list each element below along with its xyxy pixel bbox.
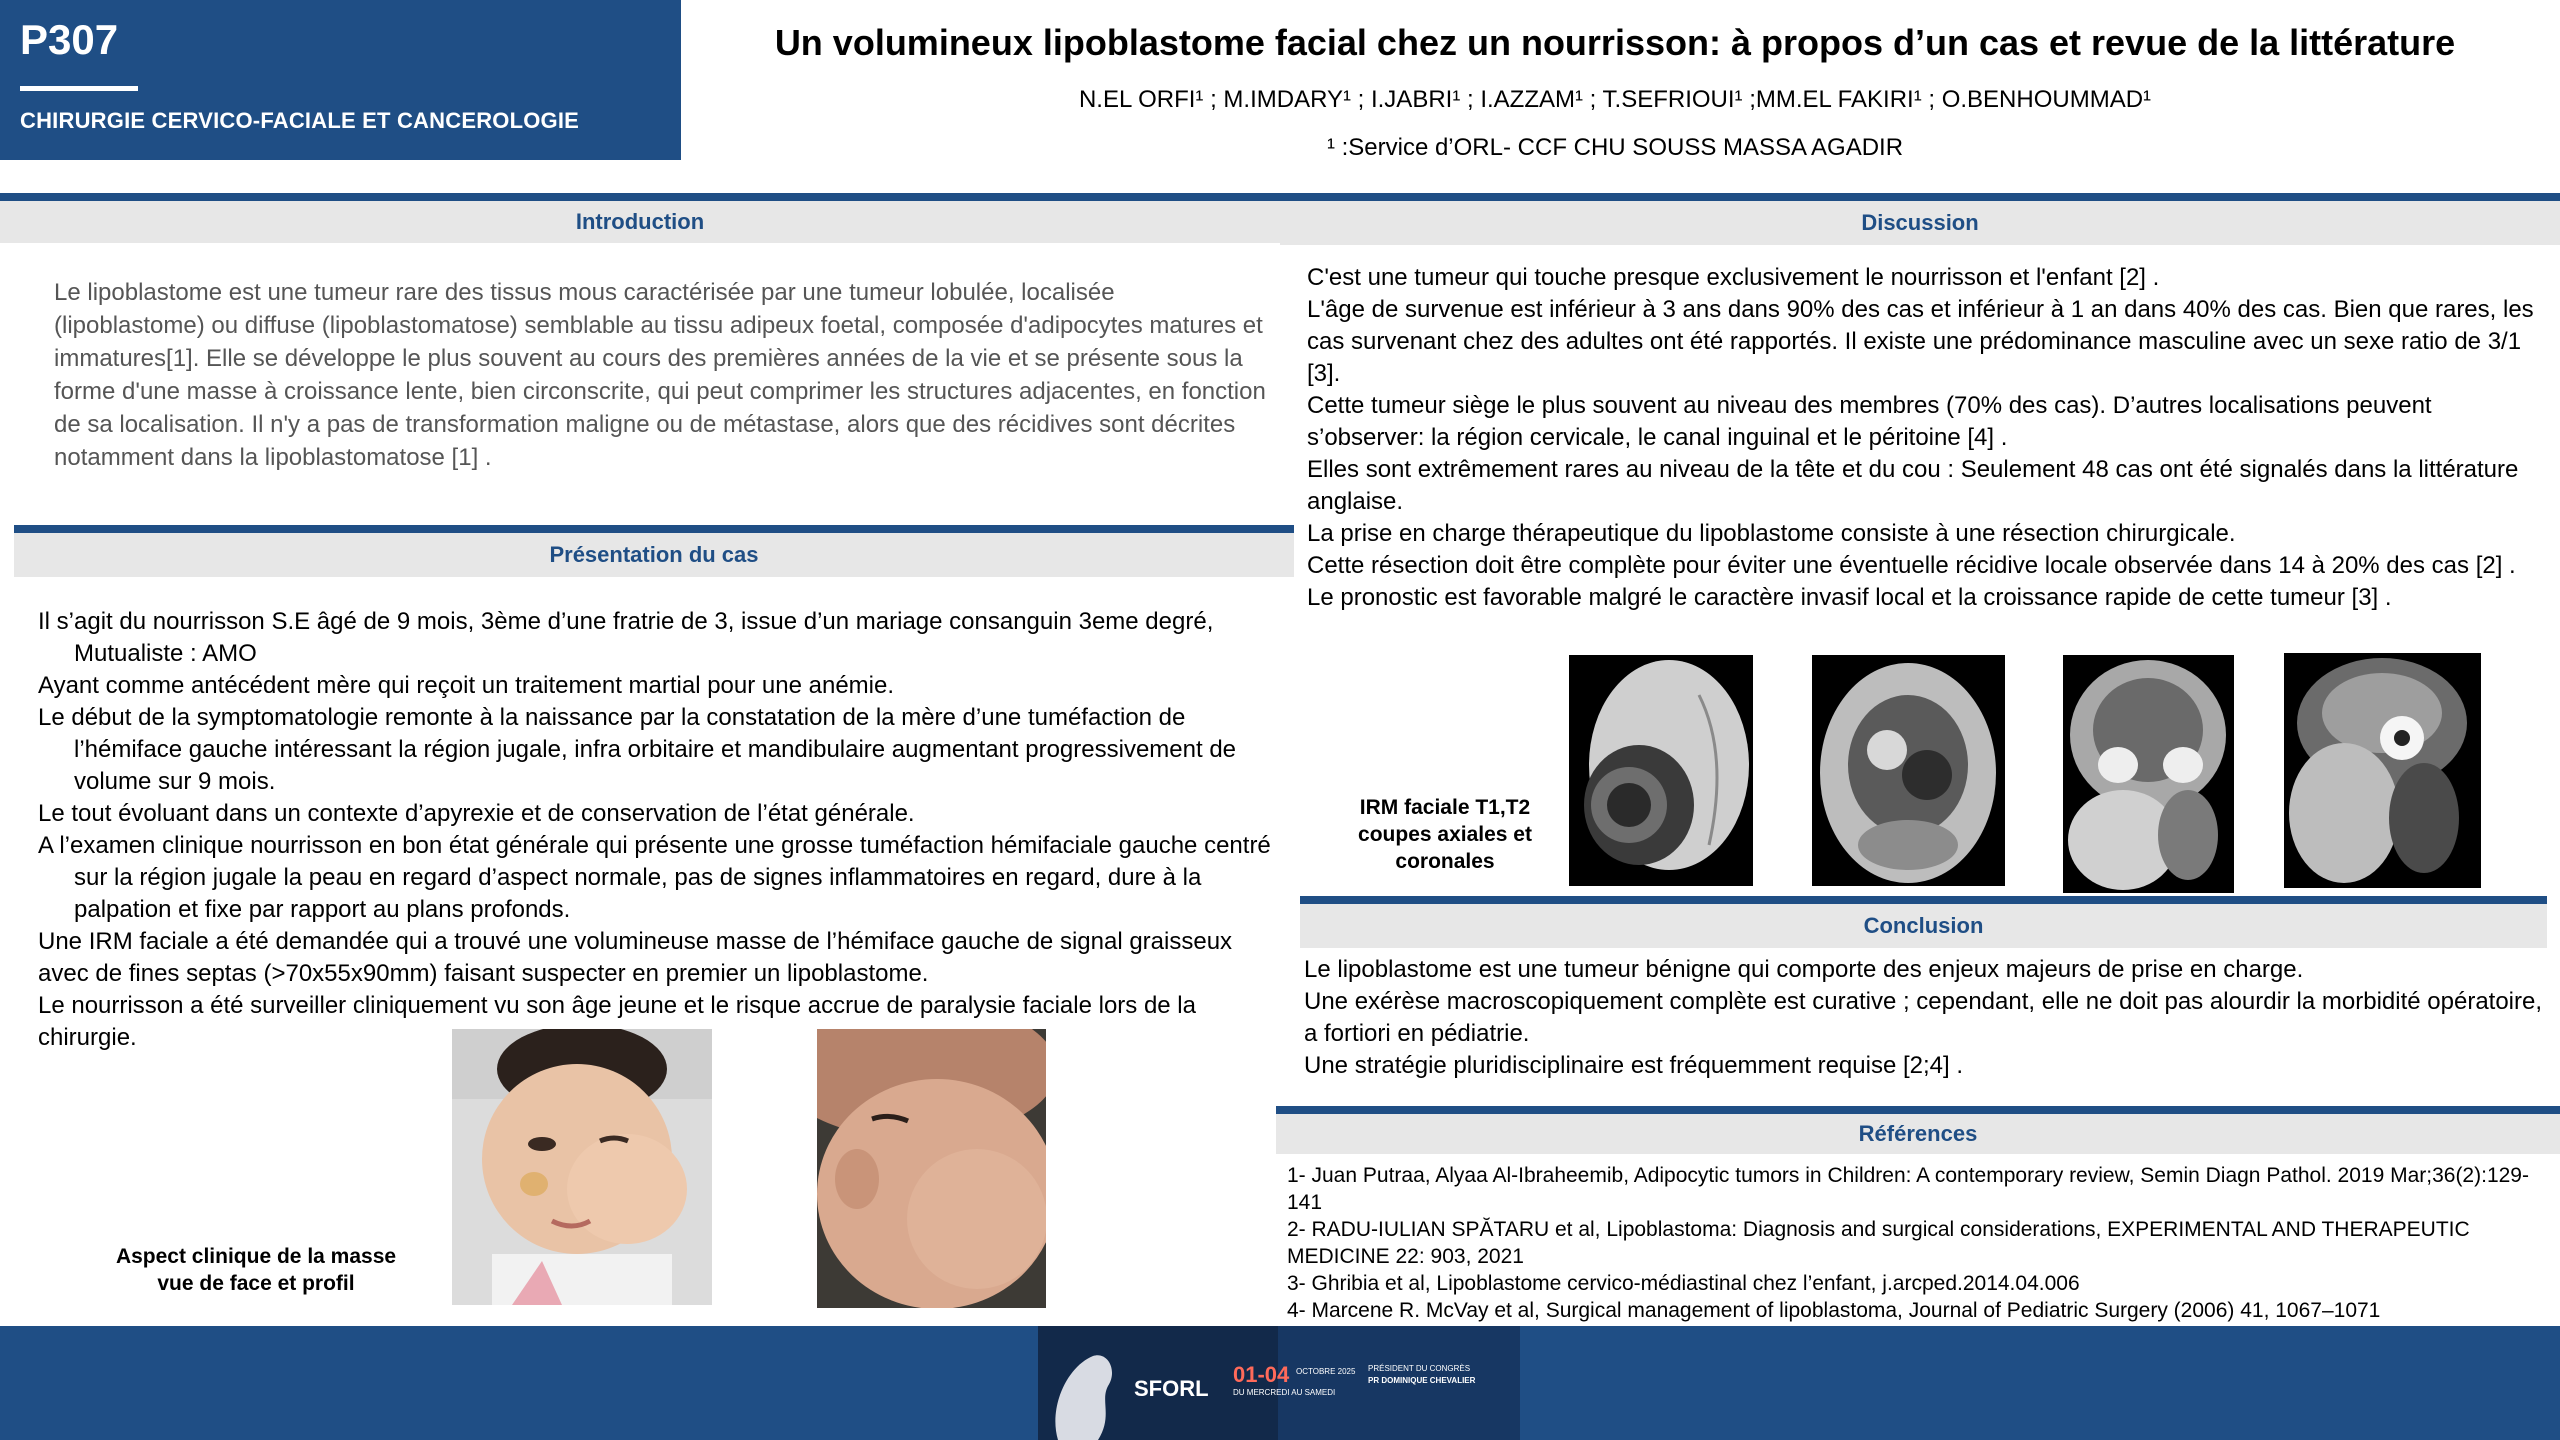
poster-code: P307 [20,16,119,63]
case-paragraph: Ayant comme antécédent mère qui reçoit un traitement martial pour une anémie. [38,672,895,699]
congress-days: DU MERCREDI AU SAMEDI [1233,1388,1336,1397]
discussion-line: Elles sont extrêmement rares au niveau de la tête et du cou : Seulement 48 cas ont été signalés dans la littérature anglaise. [1307,456,2519,515]
discussion-line: L'âge de survenue est inférieur à 3 ans dans 90% des cas et inférieur à 1 an dans 40% des cas. Bien que rares, les cas survenant chez des adultes ont été rapportés. Il existe une prédominance masculine avec un sexe ratio de 3/1 [3]. [1307,296,2534,387]
case-paragraph: Une IRM faciale a été demandée qui a trouvé une volumineuse masse de l’hémiface gauche de signal graisseux avec de fines septas (>70x55x90mm) faisant suspecter en premier un lipoblastome. [38,928,1233,987]
references-list [1287,1162,2547,1324]
congress-logo: SFORL [1134,1376,1209,1401]
mri-image-axial-t2 [1812,655,2005,886]
case-paragraph: Le début de la symptomatologie remonte à la naissance par la constatation de la mère d’une tuméfaction de l’hémiface gauche intéressant la région jugale, infra orbitaire et mandibulaire augmentant progressivement de volume sur 9 mois. [38,704,1237,795]
discussion-heading: Discussion [1280,193,2560,245]
clinical-photo-profile [817,1029,1046,1308]
discussion-line: C'est une tumeur qui touche presque exclusivement le nourrisson et l'enfant [2] . [1307,264,2160,291]
mri-caption-line: coupes axiales et [1358,823,1532,846]
case-paragraph: Il s’agit du nourrisson S.E âgé de 9 mois, 3ème d’une fratrie de 3, issue d’un mariage consanguin 3eme degré, Mutualiste : AMO [38,608,1214,667]
case-paragraph: Le tout évoluant dans un contexte d’apyrexie et de conservation de l’état générale. [38,800,915,827]
president-label: PRÉSIDENT DU CONGRÈS [1368,1364,1471,1373]
badge-divider [20,86,138,91]
discussion-text [1307,262,2545,614]
introduction-heading: Introduction [0,193,1280,243]
mri-image-coronal-t1 [2063,655,2234,893]
photo-caption-line: vue de face et profil [157,1272,355,1295]
congress-dates: 01-04 [1233,1362,1290,1387]
mri-image-axial-t1 [1569,655,1753,886]
case-text [38,606,1278,1054]
conclusion-heading: Conclusion [1300,896,2547,948]
references-heading: Références [1276,1106,2560,1154]
mri-image-coronal-t2 [2284,653,2481,888]
conclusion-line: Le lipoblastome est une tumeur bénigne qui comporte des enjeux majeurs de prise en charge. [1304,956,2304,983]
case-heading: Présentation du cas [14,525,1294,577]
congress-month: OCTOBRE 2025 [1296,1367,1356,1376]
congress-banner [1038,1326,1520,1440]
conclusion-text [1304,954,2544,1082]
discussion-line: La prise en charge thérapeutique du lipoblastome consiste à une résection chirurgicale. [1307,520,2236,547]
introduction-text: Le lipoblastome est une tumeur rare des tissus mous caractérisée par une tumeur lobulée, localisée (lipoblastome) ou diffuse (lipoblastomatose) semblable au tissu adipeux foetal, composée d'adipocytes matures et immatures[1]. Elle se développe le plus souvent au cours des premières années de la vie et se présente sous la forme d'une masse à croissance lente, bien circonscrite, qui peut comprimer les structures adjacentes, en fonction de sa localisation. Il n'y a pas de transformation maligne ou de métastase, alors que des récidives sont décrites notamment dans la lipoblastomatose [1] . [54,279,1266,471]
clinical-photo-front [452,1029,712,1305]
mri-caption-line: IRM faciale T1,T2 [1359,796,1531,819]
discussion-line: Cette résection doit être complète pour éviter une éventuelle récidive locale observée dans 14 à 20% des cas [2] . [1307,552,2516,579]
case-paragraph: Le nourrisson a été surveiller cliniquement vu son âge jeune et le risque accrue de paralysie faciale lors de la chirurgie. [38,992,1196,1051]
discussion-line: Le pronostic est favorable malgré le caractère invasif local et la croissance rapide de cette tumeur [3] . [1307,584,2392,611]
reference-item: 2- RADU-IULIAN SPĂTARU et al, Lipoblastoma: Diagnosis and surgical considerations, EXPERIMENTAL AND THERAPEUTIC MEDICINE 22: 903, 2021 [1287,1218,2470,1268]
discussion-line: Cette tumeur siège le plus souvent au niveau des membres (70% des cas). D’autres localisations peuvent s’observer: la région cervicale, le canal inguinal et le péritoine [4] . [1307,392,2432,451]
affiliation: ¹ :Service d’ORL- CCF CHU SOUSS MASSA AGADIR [1326,134,1904,161]
poster-title: Un volumineux lipoblastome facial chez un nourrisson: à propos d’un cas et revue de la littérature [774,22,2456,63]
specialty-label: CHIRURGIE CERVICO-FACIALE ET CANCEROLOGIE [20,108,580,133]
mri-caption [1330,794,1560,875]
conclusion-line: Une stratégie pluridisciplinaire est fréquemment requise [2;4] . [1304,1052,1963,1079]
poster-badge [0,0,681,160]
case-paragraph: A l’examen clinique nourrisson en bon état générale qui présente une grosse tuméfaction hémifaciale gauche centré sur la région jugale la peau en regard d’aspect normale, pas de signes inflammatoires en regard, dure à la palpation et fixe par rapport au plans profonds. [38,832,1271,923]
mri-caption-line: coronales [1395,850,1495,873]
reference-item: 1- Juan Putraa, Alyaa Al-Ibraheemib, Adipocytic tumors in Children: A contemporary review, Semin Diagn Pathol. 2019 Mar;36(2):129-141 [1287,1164,2529,1214]
reference-item: 4- Marcene R. McVay et al, Surgical management of lipoblastoma, Journal of Pediatric Surgery (2006) 41, 1067–1071 [1287,1299,2381,1322]
author-list: N.EL ORFI¹ ; M.IMDARY¹ ; I.JABRI¹ ; I.AZZAM¹ ; T.SEFRIOUI¹ ;MM.EL FAKIRI¹ ; O.BENHOUMMAD¹ [1078,86,2152,113]
reference-item: 3- Ghribia et al, Lipoblastome cervico-médiastinal chez l’enfant, j.arcped.2014.04.006 [1287,1272,2080,1295]
photo-caption [96,1243,416,1297]
president-name: PR DOMINIQUE CHEVALIER [1368,1376,1476,1385]
photo-caption-line: Aspect clinique de la masse [115,1245,397,1268]
conclusion-line: Une exérèse macroscopiquement complète est curative ; cependant, elle ne doit pas alourdir la morbidité opératoire, a fortiori en pédiatrie. [1304,988,2543,1047]
